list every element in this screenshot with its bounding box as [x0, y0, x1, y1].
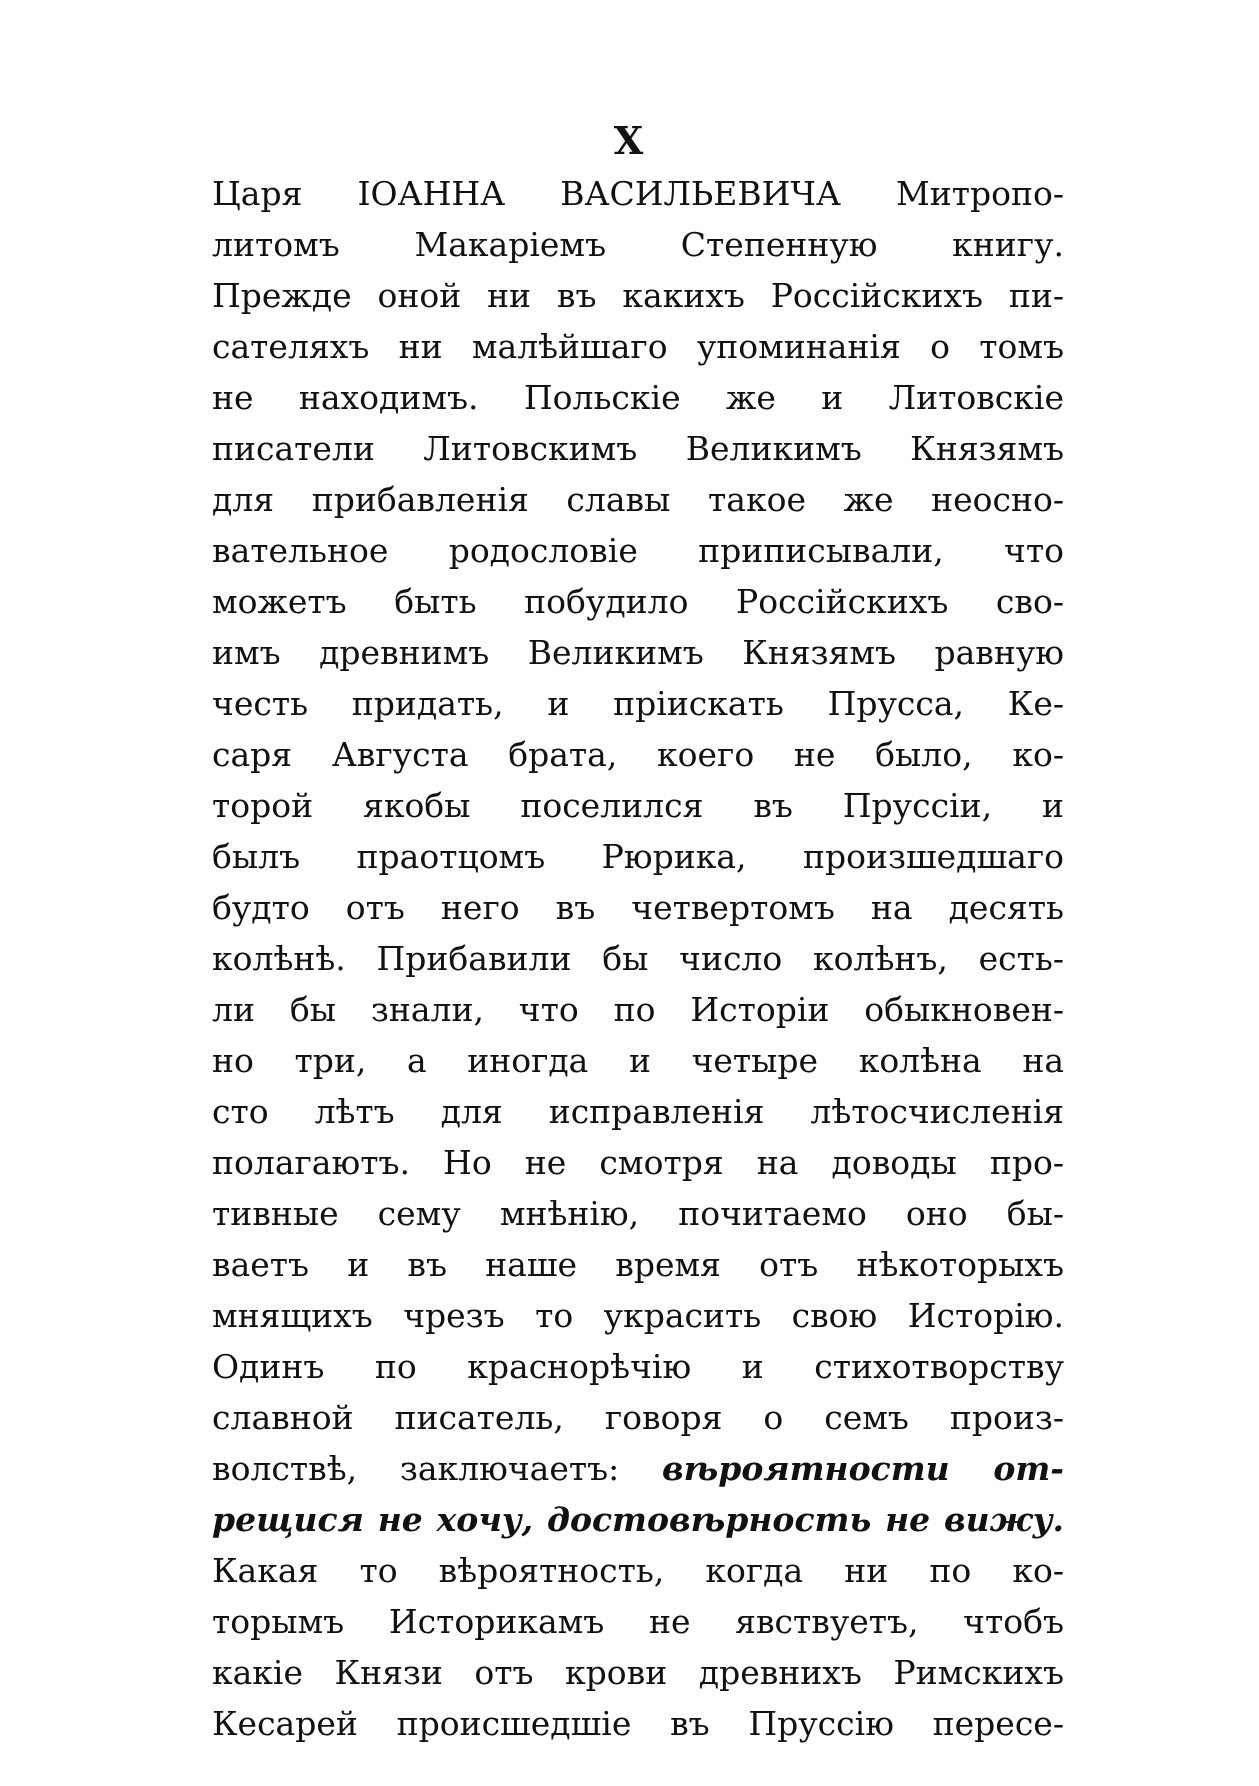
text-line-23: мнящихъ чрезъ то украсить свою Исторію. — [212, 1296, 1064, 1335]
text-line-24: Одинъ по краснорѣчію и стихотворству — [212, 1347, 1064, 1386]
text-line-20: полагаютъ. Но не смотря на доводы про- — [212, 1143, 1064, 1182]
text-line-8: вательное родословіе приписывали, что — [212, 531, 1064, 570]
text-line-25: славной писатель, говоря о семъ произ- — [212, 1398, 1064, 1437]
text-line-22: ваетъ и въ наше время отъ нѣкоторыхъ — [212, 1245, 1064, 1284]
text-line-2: литомъ Макаріемъ Степенную книгу. — [212, 225, 1064, 264]
text-line-19: сто лѣтъ для исправленія лѣтосчисленія — [212, 1092, 1064, 1131]
text-line-11: честь придать, и пріискать Прусса, Ке- — [212, 684, 1064, 723]
text-line-26-roman: волствѣ, заключаетъ: — [212, 1449, 620, 1488]
text-line-7: для прибавленія славы такое же неосно- — [212, 480, 1064, 519]
text-line-31: Кесарей происшедшіе въ Пруссію пересе- — [212, 1704, 1064, 1743]
text-line-15: будто отъ него въ четвертомъ на десять — [212, 888, 1064, 927]
text-line-17: ли бы знали, что по Исторіи обыкновен- — [212, 990, 1064, 1029]
text-line-18: но три, а иногда и четыре колѣна на — [212, 1041, 1064, 1080]
text-line-26 — [212, 1443, 1064, 1494]
quote-italic-line: рещися не хочу, достовѣрность не вижу. — [212, 1500, 1064, 1539]
text-line-1: Царя ІОАННА ВАСИЛЬЕВИЧА Митропо- — [212, 174, 1064, 213]
text-line-14: былъ праотцомъ Рюрика, произшедшаго — [212, 837, 1064, 876]
text-line-9: можетъ быть побудило Россійскихъ сво- — [212, 582, 1064, 621]
text-line-5: не находимъ. Польскіе же и Литовскіе — [212, 378, 1064, 417]
text-line-30: какіе Князи отъ крови древнихъ Римскихъ — [212, 1653, 1064, 1692]
text-line-6: писатели Литовскимъ Великимъ Князямъ — [212, 429, 1064, 468]
text-line-16: колѣнѣ. Прибавили бы число колѣнъ, есть- — [212, 939, 1064, 978]
text-line-4: сателяхъ ни малѣйшаго упоминанія о томъ — [212, 327, 1064, 366]
text-line-28: Какая то вѣроятность, когда ни по ко- — [212, 1551, 1064, 1590]
text-line-13: торой якобы поселился въ Пруссіи, и — [212, 786, 1064, 825]
text-line-21: тивные сему мнѣнію, почитаемо оно бы- — [212, 1194, 1064, 1233]
text-line-29: торымъ Историкамъ не явствуетъ, чтобъ — [212, 1602, 1064, 1641]
text-line-10: имъ древнимъ Великимъ Князямъ равную — [212, 633, 1064, 672]
body-text — [212, 168, 1064, 1749]
page-number: X — [613, 118, 646, 163]
text-line-3: Прежде оной ни въ какихъ Россійскихъ пи- — [212, 276, 1064, 315]
text-line-12: саря Августа брата, коего не было, ко- — [212, 735, 1064, 774]
quote-italic-part1: вѣроятности от- — [661, 1449, 1064, 1488]
